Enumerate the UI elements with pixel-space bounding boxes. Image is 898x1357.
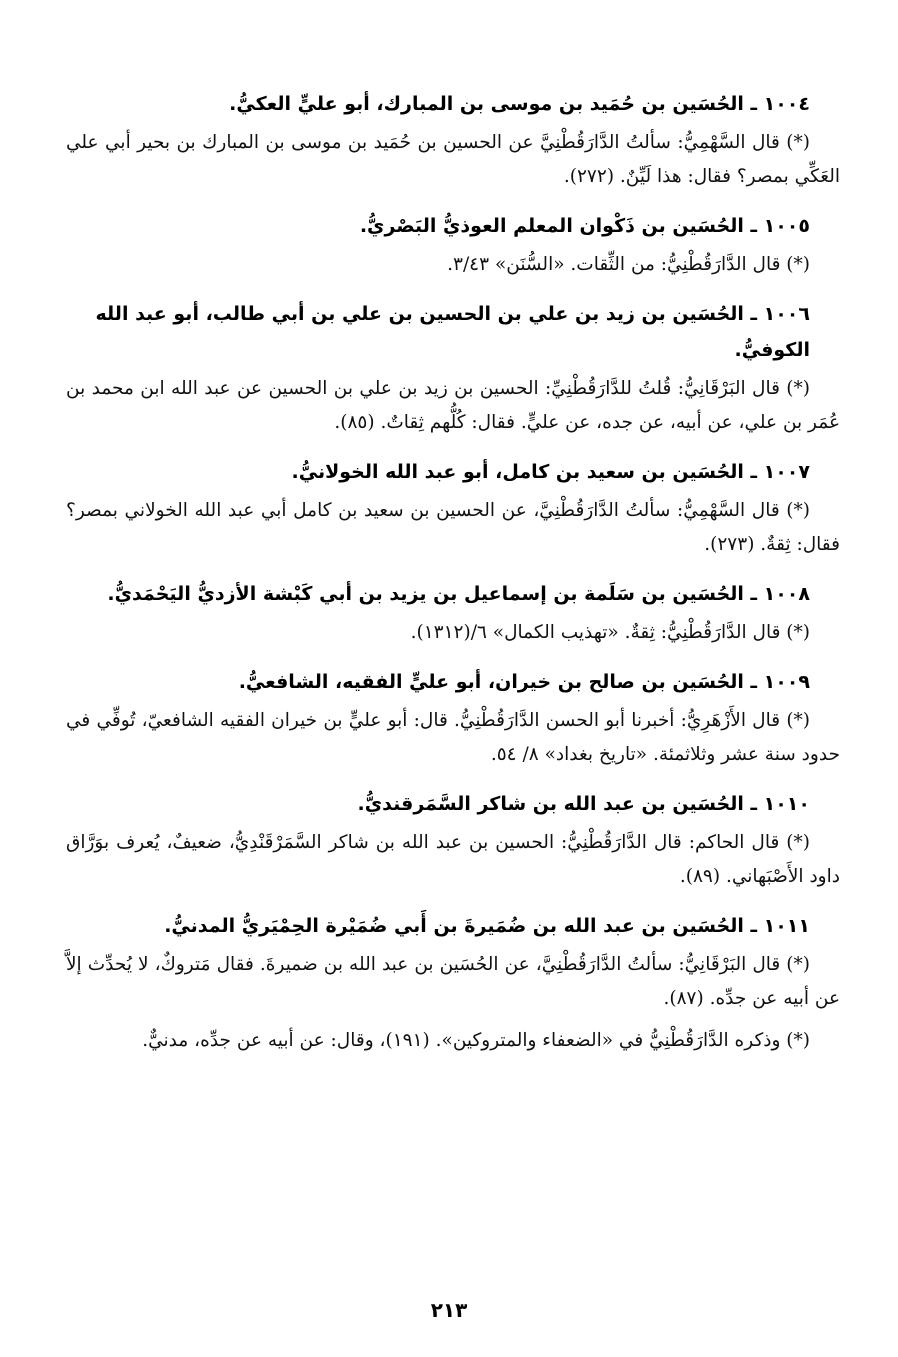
book-page xyxy=(66,86,840,1336)
entry-1010 xyxy=(66,786,840,894)
entry-quote: (*) قال السَّهْمِيُّ: سألتُ الدَّارَقُطْنِيَّ، عن الحسين بن سعيد بن كامل أبي عبد الله الخولاني بمصر؟ فقال: ثِقةٌ. (٢٧٣). xyxy=(66,500,840,555)
spacer xyxy=(66,194,840,208)
spacer xyxy=(66,894,840,908)
entry-1006 xyxy=(66,296,840,440)
entry-quote: (*) قال الدَّارَقُطْنِيُّ: ثِقةٌ. «تهذيب الكمال» ٦/(١٣١٢). xyxy=(410,622,810,643)
entry-title: ١٠١١ ـ الحُسَين بن عبد الله بن ضُمَيرةَ بن أَبي ضُمَيْرة الحِمْيَريُّ المدنيُّ. xyxy=(164,915,810,937)
entry-1008 xyxy=(66,576,840,650)
entry-quote: (*) وذكره الدَّارَقُطْنِيُّ في «الضعفاء والمتروكين». (١٩١)، وقال: عن أبيه عن جدِّه، مدنيٌّ. xyxy=(142,1030,810,1051)
entry-1004 xyxy=(66,86,840,194)
entry-1007 xyxy=(66,454,840,562)
spacer xyxy=(66,650,840,664)
entry-1009 xyxy=(66,664,840,772)
entry-1011 xyxy=(66,908,840,1058)
spacer xyxy=(66,440,840,454)
entry-quote: (*) قال الدَّارَقُطْنِيُّ: من الثِّقات. «السُّنَن» ٣/٤٣. xyxy=(447,254,810,275)
entry-title: ١٠٠٧ ـ الحُسَين بن سعيد بن كامل، أبو عبد الله الخولانيُّ. xyxy=(291,461,810,483)
entry-title: ١٠٠٦ ـ الحُسَين بن زيد بن علي بن الحسين بن علي بن أبي طالب، أبو عبد الله الكوفيُّ. xyxy=(95,303,810,361)
entry-title: ١٠١٠ ـ الحُسَين بن عبد الله بن شاكر السَّمَرقنديُّ. xyxy=(357,793,810,815)
entry-1005 xyxy=(66,208,840,282)
entry-quote: (*) قال البَرْقَانِيُّ: سألتُ الدَّارَقُطْنِيَّ، عن الحُسَين بن عبد الله بن ضميرةَ. فقال مَتروكٌ، لا يُحدِّث إلاَّ عن أبيه عن جدِّه. (٨٧). xyxy=(66,954,840,1009)
entry-quote: (*) قال السَّهْمِيُّ: سألتُ الدَّارَقُطْنِيَّ عن الحسين بن حُمَيد بن موسى بن المبارك بن بحير أبي علي العَكِّي بمصر؟ فقال: هذا لَيِّنٌ. (٢٧٢). xyxy=(66,132,840,187)
spacer xyxy=(66,282,840,296)
entry-title: ١٠٠٨ ـ الحُسَين بن سَلَمة بن إسماعيل بن يزيد بن أبي كَبْشة الأزديُّ اليَحْمَديُّ. xyxy=(107,583,810,605)
entry-quote: (*) قال الأَزْهَرِيُّ: أخبرنا أبو الحسن الدَّارَقُطْنِيُّ. قال: أبو عليٍّ بن خيران الفقيه الشافعيّ، تُوفِّي في حدود سنة عشر وثلاثمئة. «تاريخ بغداد» ٨/ ٥٤. xyxy=(66,710,840,765)
entry-title: ١٠٠٥ ـ الحُسَين بن ذَكْوان المعلم العوذيُّ البَصْريُّ. xyxy=(359,215,810,237)
page-number: ٢١٣ xyxy=(430,1298,468,1322)
entry-title: ١٠٠٤ ـ الحُسَين بن حُمَيد بن موسى بن المبارك، أبو عليٍّ العكيُّ. xyxy=(229,93,810,115)
entry-quote: (*) قال الحاكم: قال الدَّارَقُطْنِيُّ: الحسين بن عبد الله بن شاكر السَّمَرْقَنْدِيُّ، ضعيفٌ، يُعرف بوَرَّاق داود الأَصْبَهاني. (٨٩). xyxy=(66,832,840,887)
spacer xyxy=(66,562,840,576)
entry-quote: (*) قال البَرْقَانِيُّ: قُلتُ للدَّارَقُطْنِيِّ: الحسين بن زيد بن علي بن الحسين عن عبد الله ابن محمد بن عُمَر بن علي، عن أبيه، عن جده، عن عليٍّ. فقال: كُلُّهم ثِقاتٌ. (٨٥). xyxy=(66,378,840,433)
entry-title: ١٠٠٩ ـ الحُسَين بن صالح بن خيران، أبو عليٍّ الفقيه، الشافعيُّ. xyxy=(238,671,810,693)
spacer xyxy=(66,772,840,786)
